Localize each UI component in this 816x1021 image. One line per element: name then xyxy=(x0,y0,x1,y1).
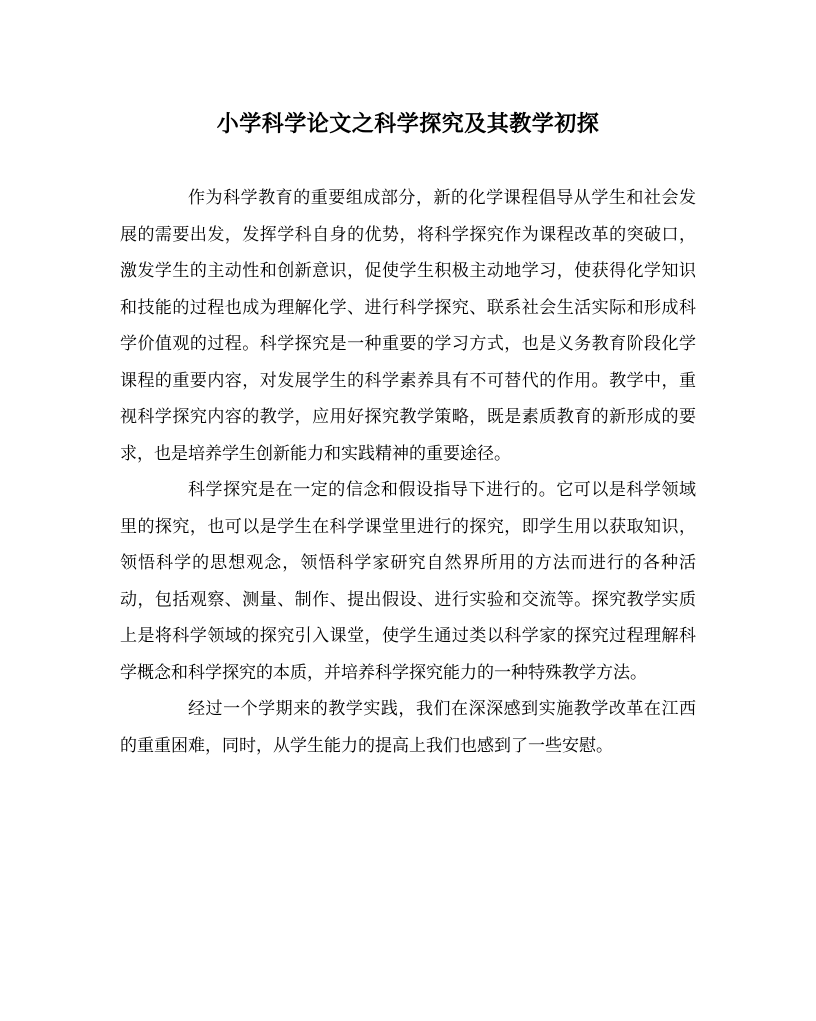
document-title: 小学科学论文之科学探究及其教学初探 xyxy=(216,111,600,137)
paragraph-3: 经过一个学期来的教学实践，我们在深深感到实施教学改革在江西的重重困难，同时，从学生能力的提高上我们也感到了一些安慰。 xyxy=(120,699,696,756)
paragraph-2: 科学探究是在一定的信念和假设指导下进行的。它可以是科学领域里的探究，也可以是学生在科学课堂里进行的探究，即学生用以获取知识，领悟科学的思想观念，领悟科学家研究自然界所用的方法而进行的各种活动，包括观察、测量、制作、提出假设、进行实验和交流等。探究教学实质上是将科学领域的探究引入课堂，使学生通过类以科学家的探究过程理解科学概念和科学探究的本质，并培养科学探究能力的一种特殊教学方法。 xyxy=(120,480,696,683)
paragraph-1: 作为科学教育的重要组成部分，新的化学课程倡导从学生和社会发展的需要出发，发挥学科自身的优势，将科学探究作为课程改革的突破口，激发学生的主动性和创新意识，促使学生积极主动地学习，使获得化学知识和技能的过程也成为理解化学、进行科学探究、联系社会生活实际和形成科学价值观的过程。科学探究是一种重要的学习方式，也是义务教育阶段化学课程的重要内容，对发展学生的科学素养具有不可替代的作用。教学中，重视科学探究内容的教学，应用好探究教学策略，既是素质教育的新形成的要求，也是培养学生创新能力和实践精神的重要途径。 xyxy=(120,188,696,464)
document-body xyxy=(120,180,696,764)
